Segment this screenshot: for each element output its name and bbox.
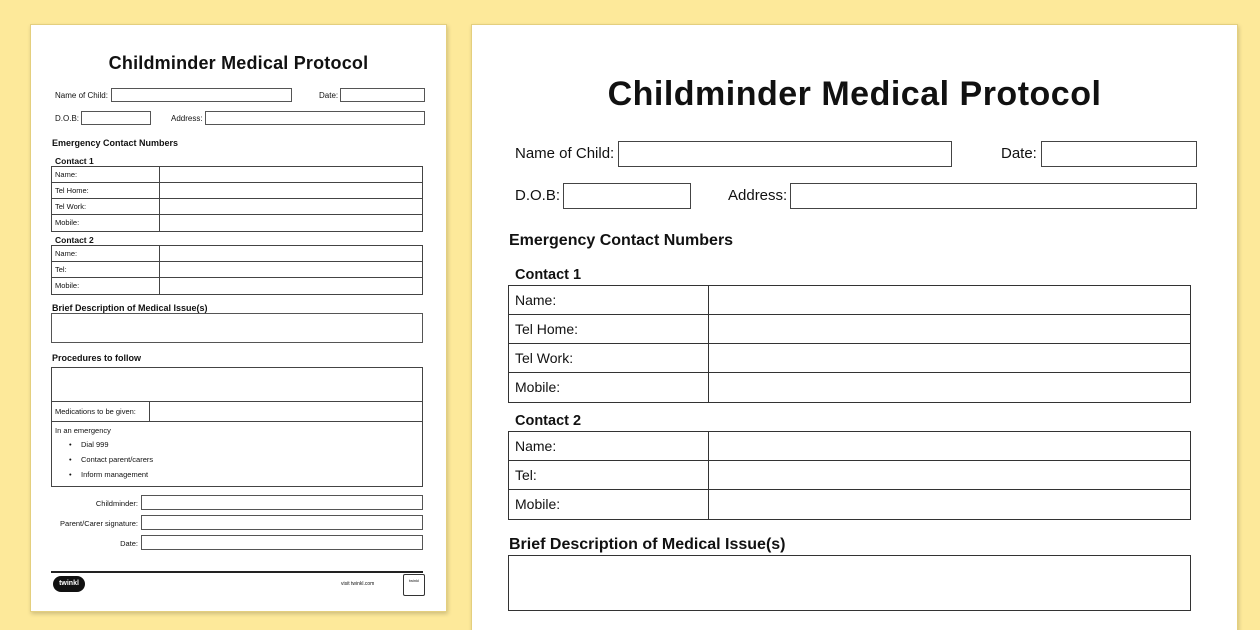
row-label: Tel Work: [509, 344, 709, 372]
table-row [52, 183, 422, 199]
row-label: Name: [509, 432, 709, 460]
contact2-table [508, 431, 1191, 520]
list-item: • Dial 999 [55, 437, 419, 452]
row-label: Tel: [509, 461, 709, 489]
table-row [509, 286, 1190, 315]
table-row [509, 373, 1190, 402]
row-label: Name: [52, 246, 160, 261]
row-input[interactable] [709, 490, 1190, 519]
table-row [52, 167, 422, 183]
emergency-heading: Emergency Contact Numbers [509, 232, 734, 249]
row-label: Mobile: [509, 373, 709, 402]
twinkl-logo: twinkl [53, 576, 85, 592]
row-label: Mobile: [509, 490, 709, 519]
dob-label: D.O.B: [55, 114, 80, 123]
list-item: • Inform management [55, 467, 419, 482]
table-row [509, 432, 1190, 461]
twinkl-badge-icon: twinkl [403, 574, 425, 596]
contact2-title: Contact 2 [55, 235, 94, 245]
emergency-steps [52, 422, 422, 486]
visit-link[interactable]: visit twinkl.com [341, 581, 375, 587]
address-label: Address: [728, 187, 788, 204]
table-row [509, 315, 1190, 344]
row-input[interactable] [160, 246, 422, 261]
childminder-field[interactable] [141, 495, 423, 510]
address-field[interactable] [205, 111, 425, 125]
row-label: Name: [52, 167, 160, 182]
contact2-title: Contact 2 [515, 413, 582, 429]
dob-field[interactable] [81, 111, 151, 125]
procedures-heading: Procedures to follow [52, 353, 142, 363]
procedures-field[interactable] [52, 368, 422, 402]
procedures-box [51, 367, 423, 487]
contact1-table [508, 285, 1191, 403]
form-page-zoomed [471, 24, 1238, 630]
row-input[interactable] [160, 215, 422, 231]
date-field[interactable] [340, 88, 425, 102]
name-of-child-label: Name of Child: [55, 91, 108, 100]
row-input[interactable] [160, 262, 422, 277]
name-of-child-label: Name of Child: [515, 145, 615, 162]
table-row [509, 344, 1190, 373]
list-item: • Contact parent/carers [55, 452, 419, 467]
emergency-label: In an emergency [55, 426, 111, 435]
medications-label: Medications to be given: [52, 402, 150, 421]
row-input[interactable] [160, 278, 422, 294]
parent-signature-label: Parent/Carer signature: [60, 519, 138, 528]
brief-description-field[interactable] [51, 313, 423, 343]
page-title: Childminder Medical Protocol [607, 75, 1102, 113]
date-label: Date: [1001, 145, 1037, 162]
emergency-heading: Emergency Contact Numbers [52, 138, 179, 148]
childminder-label: Childminder: [95, 499, 138, 508]
page-title: Childminder Medical Protocol [108, 53, 369, 73]
date-label: Date: [319, 91, 339, 100]
medications-row [52, 402, 422, 422]
table-row [52, 199, 422, 215]
sig-date-field[interactable] [141, 535, 423, 550]
form-page-thumbnail [30, 24, 447, 612]
dob-field[interactable] [563, 183, 691, 209]
row-label: Mobile: [52, 215, 160, 231]
row-label: Tel Home: [509, 315, 709, 343]
parent-signature-field[interactable] [141, 515, 423, 530]
brief-description-field[interactable] [508, 555, 1191, 611]
row-label: Tel: [52, 262, 160, 277]
table-row [52, 278, 422, 294]
table-row [509, 461, 1190, 490]
row-input[interactable] [709, 373, 1190, 402]
row-label: Name: [509, 286, 709, 314]
table-row [52, 246, 422, 262]
row-input[interactable] [160, 199, 422, 214]
row-input[interactable] [709, 286, 1190, 314]
contact1-title: Contact 1 [55, 156, 94, 166]
row-label: Tel Work: [52, 199, 160, 214]
address-label: Address: [171, 114, 203, 123]
date-field[interactable] [1041, 141, 1197, 167]
row-input[interactable] [160, 167, 422, 182]
name-of-child-field[interactable] [111, 88, 292, 102]
table-row [52, 215, 422, 231]
row-label: Mobile: [52, 278, 160, 294]
row-input[interactable] [709, 344, 1190, 372]
table-row [509, 490, 1190, 519]
contact2-table [51, 245, 423, 295]
row-input[interactable] [709, 315, 1190, 343]
dob-label: D.O.B: [515, 187, 561, 204]
row-input[interactable] [709, 461, 1190, 489]
brief-description-heading: Brief Description of Medical Issue(s) [509, 536, 786, 553]
row-label: Tel Home: [52, 183, 160, 198]
sig-date-label: Date: [120, 539, 138, 548]
row-input[interactable] [709, 432, 1190, 460]
contact1-title: Contact 1 [515, 267, 582, 283]
brief-description-heading: Brief Description of Medical Issue(s) [52, 303, 208, 313]
table-row [52, 262, 422, 278]
medications-field[interactable] [150, 402, 422, 421]
contact1-table [51, 166, 423, 232]
address-field[interactable] [790, 183, 1197, 209]
name-of-child-field[interactable] [618, 141, 952, 167]
row-input[interactable] [160, 183, 422, 198]
footer-divider [51, 571, 423, 573]
